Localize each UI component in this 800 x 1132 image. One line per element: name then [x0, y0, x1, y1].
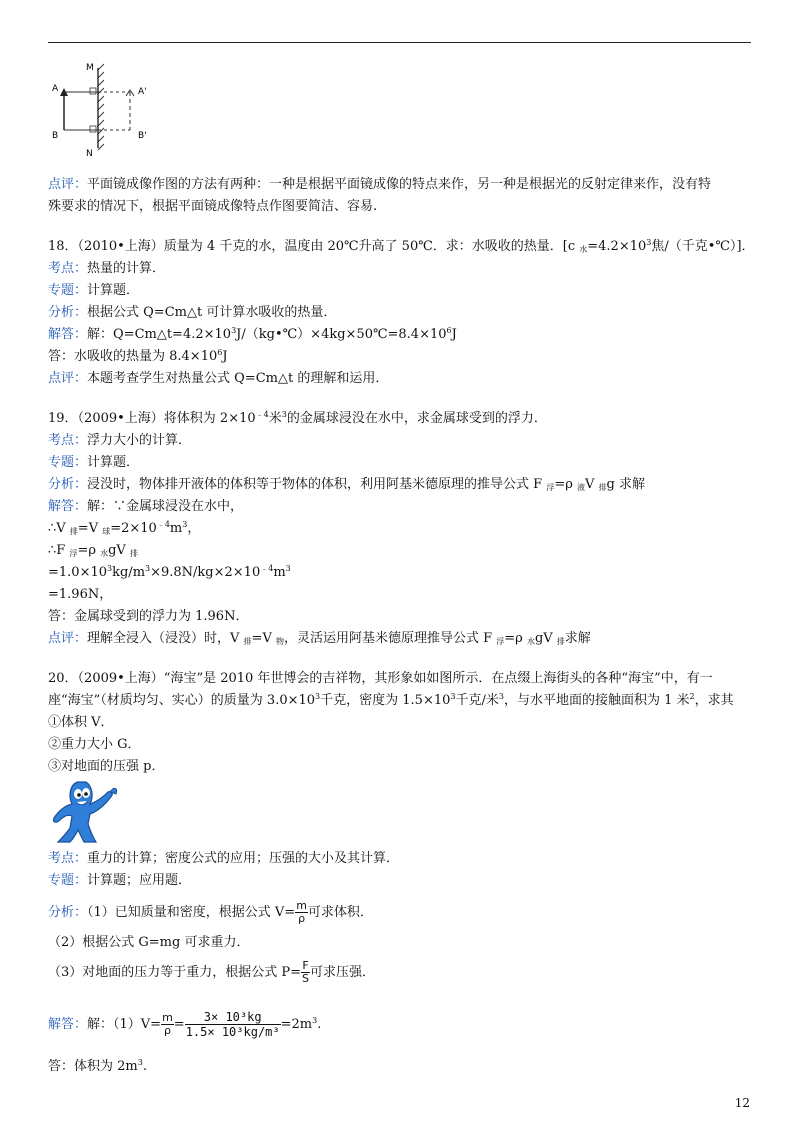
q19-step-5: =1.96N，: [48, 587, 113, 602]
fraction-m-over-rho-2: $\frac{m}{\rho}$: [162, 1011, 173, 1037]
q18-zhuanti: 专题：计算题．: [48, 283, 140, 298]
page-number: 12: [734, 1096, 750, 1110]
q20-fenxi-3: （3）对地面的压力等于重力，根据公式 P= $\frac{F}{S}$ 可求压强．: [48, 959, 376, 985]
q20-item-2: ②重力大小 G．: [48, 737, 141, 752]
label-b: B: [52, 131, 59, 141]
q18-jieda: 解答：解：$Q=Cm\triangle t=4.2\times 10^3J/(kg•℃)\times 4kg\times 50℃=8.4\times 10^6J$: [48, 326, 457, 342]
label-b-prime: B': [138, 131, 147, 141]
q17-comment-line1: 点评：平面镜成像作图的方法有两种：一种是根据平面镜成像的特点来作，另一种是根据光的反射定律来作，没有特: [48, 177, 712, 192]
plane-mirror-figure: [50, 58, 160, 160]
q18-stem: 18．（2010•上海）质量为 4 千克的水，温度由 20℃升高了 50℃．求：水吸收的热量．[c $_水=4.2\times 10^3$焦/（千克•℃）]．: [48, 238, 755, 254]
fraction-numeric: $\frac{\text{3× 10³kg}}{\text{1.5× 10³kg/m³}}$: [185, 1010, 280, 1039]
q19-stem: 19．（2009•上海）将体积为 $2\times 10^{﹣4}$米$^3$的金属球浸没在水中，求金属球受到的浮力．: [48, 410, 547, 426]
q19-dianping: 点评：理解全浸入（浸没）时，V $_排$=V $_物$，灵活运用阿基米德原理推导公式 F $_浮$=ρ $_水$gV $_排$求解: [48, 631, 591, 646]
q20-item-3: ③对地面的压强 p．: [48, 759, 165, 774]
label-m: M: [86, 63, 94, 73]
label-a-prime: A': [138, 87, 147, 97]
label-a: A: [52, 84, 59, 94]
q19-kaodian: 考点：浮力大小的计算．: [48, 433, 192, 448]
q20-item-1: ①体积 V．: [48, 715, 114, 730]
q20-zhuanti: 专题：计算题；应用题．: [48, 873, 192, 888]
q20-stem-line2: 座“海宝”（材质均匀、实心）的质量为 $3.0\times 10^3$千克，密度为 $1.5\times 10^3$千克/米$^3$，与水平地面的接触面积为 1 米$^2$，求其: [48, 692, 734, 708]
q20-fenxi-1: 分析：（1）已知质量和密度，根据公式 V= $\frac{m}{\rho}$ 可求体积．: [48, 899, 373, 925]
q18-dianping: 点评：本题考查学生对热量公式 Q=Cm△t 的理解和运用．: [48, 371, 389, 386]
q19-jieda: 解答：解：∵金属球浸没在水中，: [48, 499, 244, 514]
q19-answer: 答：金属球受到的浮力为 1.96N．: [48, 609, 249, 624]
q20-kaodian: 考点：重力的计算；密度公式的应用；压强的大小及其计算．: [48, 851, 400, 866]
label-n: N: [86, 149, 93, 159]
q19-zhuanti: 专题：计算题．: [48, 455, 140, 470]
q20-answer: 答：体积为 $2m^3$.: [48, 1058, 147, 1074]
q19-step-2: ∴V $_排$=V $_球=2\times 10^{﹣4}m^3$，: [48, 520, 201, 536]
q18-kaodian: 考点：热量的计算．: [48, 261, 166, 276]
fraction-f-over-s: $\frac{F}{S}$: [302, 959, 310, 985]
q18-answer: 答：水吸收的热量为 $8.4\times 10^6J$: [48, 348, 228, 364]
fraction-m-over-rho: $\frac{m}{\rho}$: [296, 899, 307, 925]
q20-fenxi-2: （2）根据公式 G=mg 可求重力．: [48, 935, 250, 950]
q19-fenxi: 分析：浸没时，物体排开液体的体积等于物体的体积，利用阿基米德原理的推导公式 F $_浮$=ρ $_液$V $_排$g 求解: [48, 477, 645, 492]
header-rule: [48, 42, 751, 43]
q20-jieda: 解答：解：（1）V= $\frac{m}{\rho}$ = $\frac{\text{3× 10³kg}}{\text{1.5× 10³kg/m³}}$ $=2m^3$.: [48, 1010, 322, 1039]
haibao-mascot-image: [48, 778, 128, 846]
q19-step-4: $=1.0\times 10^3kg/m^3\times 9.8N/kg\times 2\times 10^{﹣4}m^3$: [48, 564, 291, 580]
q20-stem-line1: 20．（2009•上海）“海宝”是 2010 年世博会的吉祥物，其形象如如图所示．在点缀上海街头的各种“海宝”中，有一: [48, 671, 713, 686]
q18-fenxi: 分析：根据公式 Q=Cm△t 可计算水吸收的热量．: [48, 305, 337, 320]
q19-step-3: ∴F $_浮$=ρ $_水$gV $_排$: [48, 543, 138, 558]
q17-comment-line2: 殊要求的情况下，根据平面镜成像特点作图要简洁、容易.: [48, 199, 378, 214]
